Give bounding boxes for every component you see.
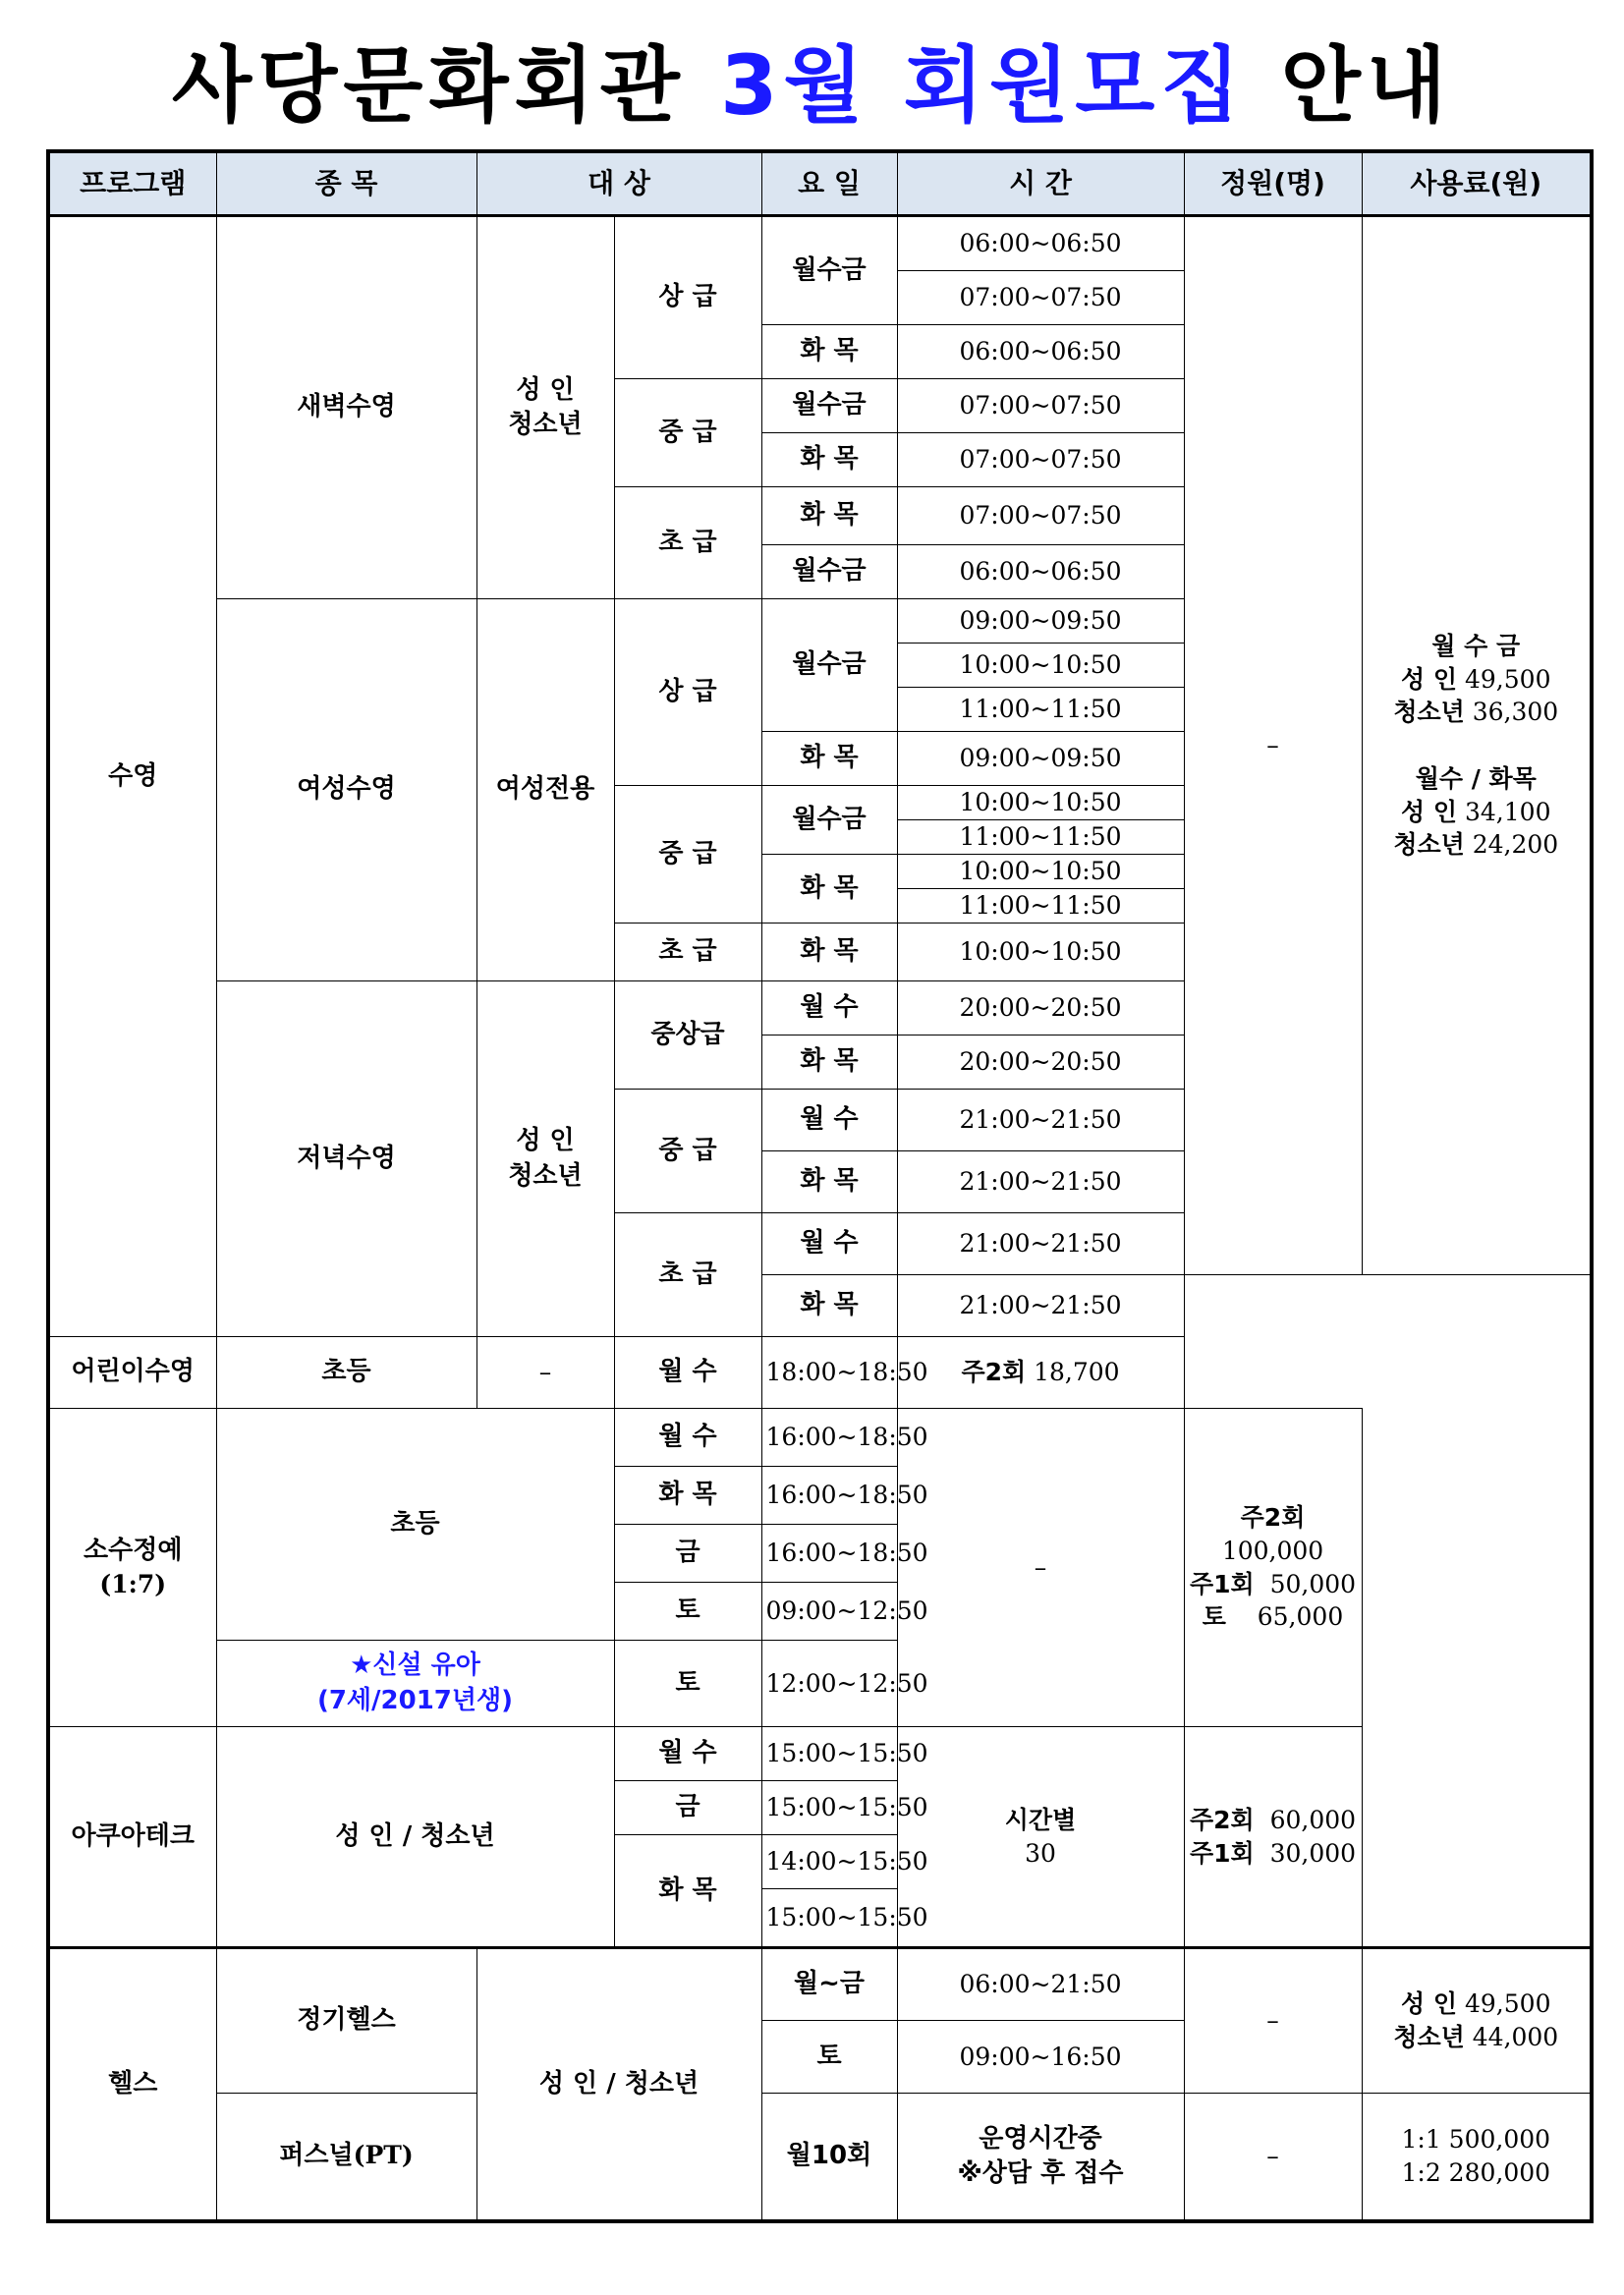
capacity-elite: – (897, 1409, 1184, 1727)
time-cell: 09:00~09:50 (897, 732, 1184, 786)
time-cell: 06:00~06:50 (897, 325, 1184, 379)
day-cell: 월수금 (761, 545, 897, 599)
time-cell: 11:00~11:50 (897, 889, 1184, 924)
time-cell: 10:00~10:50 (897, 855, 1184, 889)
day-cell: 금 (614, 1525, 761, 1583)
time-cell: 09:00~16:50 (897, 2021, 1184, 2094)
header-category: 종 목 (216, 151, 476, 216)
day-cell: 화 목 (761, 1151, 897, 1213)
capacity-aqua: 시간별 30 (897, 1727, 1184, 1948)
header-time: 시 간 (897, 151, 1184, 216)
header-row (48, 151, 1592, 216)
program-health: 헬스 (48, 1948, 216, 2221)
time-cell: 21:00~21:50 (897, 1213, 1184, 1275)
time-cell: 운영시간중 ※상담 후 접수 (897, 2094, 1184, 2221)
day-cell: 월수금 (761, 786, 897, 855)
day-cell: 화 목 (761, 487, 897, 545)
level-mid: 중 급 (614, 1090, 761, 1213)
day-cell: 화 목 (614, 1835, 761, 1948)
time-cell: 10:00~10:50 (897, 786, 1184, 820)
time-cell: 21:00~21:50 (897, 1151, 1184, 1213)
fee-pt: 1:1 500,000 1:2 280,000 (1362, 2094, 1592, 2221)
capacity-pt: – (1184, 2094, 1362, 2221)
time-cell: 10:00~10:50 (897, 644, 1184, 688)
table-row (48, 1727, 1592, 1781)
fee-elite: 주2회 100,000 주1회 50,000 토 65,000 (1184, 1409, 1362, 1727)
fee-swim: 월 수 금 성 인 49,500 청소년 36,300 월수 / 화목 성 인 34,100 청소년 24,200 (1362, 216, 1592, 1275)
time-cell: 15:00~15:50 (761, 1889, 897, 1948)
time-cell: 18:00~18:50 (761, 1337, 897, 1409)
time-cell: 11:00~11:50 (897, 820, 1184, 855)
capacity-swim: – (1184, 216, 1362, 1275)
day-cell: 월 수 (614, 1337, 761, 1409)
header-program: 프로그램 (48, 151, 216, 216)
day-cell: 토 (614, 1583, 761, 1641)
time-cell: 15:00~15:50 (761, 1781, 897, 1835)
level-mid: 중 급 (614, 786, 761, 924)
category-kids-swim: 어린이수영 (48, 1337, 216, 1409)
day-cell: 월 수 (761, 1213, 897, 1275)
target-women: 여성전용 (476, 599, 614, 981)
time-cell: 12:00~12:50 (761, 1641, 897, 1727)
day-cell: 월~금 (761, 1948, 897, 2021)
page-title (0, 20, 1624, 139)
target-kids: 초등 (216, 1337, 476, 1409)
day-cell: 월수금 (761, 379, 897, 433)
time-cell: 07:00~07:50 (897, 487, 1184, 545)
level-upper-mid: 중상급 (614, 981, 761, 1090)
table-row (48, 2094, 1592, 2221)
time-cell: 20:00~20:50 (897, 981, 1184, 1036)
time-cell: 06:00~21:50 (897, 1948, 1184, 2021)
header-target: 대 상 (476, 151, 761, 216)
table-row (48, 1337, 1592, 1409)
time-cell: 14:00~15:50 (761, 1835, 897, 1889)
level-mid: 중 급 (614, 379, 761, 487)
day-cell: 월 수 (614, 1409, 761, 1467)
fee-kids: 주2회 18,700 (897, 1337, 1184, 1409)
category-evening-swim: 저녁수영 (216, 981, 476, 1337)
category-women-swim: 여성수영 (216, 599, 476, 981)
time-cell: 20:00~20:50 (897, 1036, 1184, 1090)
schedule-table (46, 149, 1594, 2223)
day-cell: 화 목 (614, 1467, 761, 1525)
fee-health: 성 인 49,500 청소년 44,000 (1362, 1948, 1592, 2094)
day-cell: 금 (614, 1781, 761, 1835)
day-cell: 월 수 (761, 981, 897, 1036)
category-regular-health: 정기헬스 (216, 1948, 476, 2094)
program-swim: 수영 (48, 216, 216, 1337)
level-kids: – (476, 1337, 614, 1409)
header-capacity: 정원(명) (1184, 151, 1362, 216)
category-elite: 소수정예 (1:7) (48, 1409, 216, 1727)
time-cell: 06:00~06:50 (897, 216, 1184, 271)
time-cell: 07:00~07:50 (897, 379, 1184, 433)
table-row (48, 1948, 1592, 2021)
day-cell: 화 목 (761, 924, 897, 981)
target-health: 성 인 / 청소년 (476, 1948, 761, 2221)
category-aqua: 아쿠아테크 (48, 1727, 216, 1948)
day-cell: 토 (614, 1641, 761, 1727)
day-cell: 화 목 (761, 855, 897, 924)
table-row (48, 216, 1592, 271)
fee-aqua: 주2회 60,000 주1회 30,000 (1184, 1727, 1362, 1948)
time-cell: 11:00~11:50 (897, 688, 1184, 732)
day-cell: 토 (761, 2021, 897, 2094)
title-suffix: 안내 (1280, 37, 1453, 134)
day-cell: 화 목 (761, 732, 897, 786)
time-cell: 07:00~07:50 (897, 433, 1184, 487)
capacity-health: – (1184, 1948, 1362, 2094)
day-cell: 월수금 (761, 216, 897, 325)
day-cell: 화 목 (761, 325, 897, 379)
header-fee: 사용료(원) (1362, 151, 1592, 216)
table-row (48, 1409, 1592, 1467)
time-cell: 09:00~09:50 (897, 599, 1184, 644)
day-cell: 화 목 (761, 433, 897, 487)
time-cell: 21:00~21:50 (897, 1090, 1184, 1151)
day-cell: 화 목 (761, 1275, 897, 1337)
time-cell: 21:00~21:50 (897, 1275, 1184, 1337)
header-day: 요 일 (761, 151, 897, 216)
time-cell: 09:00~12:50 (761, 1583, 897, 1641)
new-toddler-class: ★신설 유아 (7세/2017년생) (216, 1641, 614, 1727)
day-cell: 월 수 (761, 1090, 897, 1151)
target-evening: 성 인 청소년 (476, 981, 614, 1337)
category-dawn-swim: 새벽수영 (216, 216, 476, 599)
day-cell: 월수금 (761, 599, 897, 732)
time-cell: 10:00~10:50 (897, 924, 1184, 981)
level-adv: 상 급 (614, 216, 761, 379)
level-beg: 초 급 (614, 487, 761, 599)
level-beg: 초 급 (614, 924, 761, 981)
day-cell: 월10회 (761, 2094, 897, 2221)
target-aqua: 성 인 / 청소년 (216, 1727, 614, 1948)
target-dawn: 성 인 청소년 (476, 216, 614, 599)
time-cell: 15:00~15:50 (761, 1727, 897, 1781)
day-cell: 월 수 (614, 1727, 761, 1781)
target-elite: 초등 (216, 1409, 614, 1641)
time-cell: 06:00~06:50 (897, 545, 1184, 599)
time-cell: 16:00~18:50 (761, 1525, 897, 1583)
title-highlight: 3월 회원모집 (720, 37, 1247, 134)
title-venue: 사당문화회관 (171, 37, 686, 134)
category-pt: 퍼스널(PT) (216, 2094, 476, 2221)
day-cell: 화 목 (761, 1036, 897, 1090)
time-cell: 16:00~18:50 (761, 1409, 897, 1467)
time-cell: 16:00~18:50 (761, 1467, 897, 1525)
time-cell: 07:00~07:50 (897, 271, 1184, 325)
level-adv: 상 급 (614, 599, 761, 786)
level-beg: 초 급 (614, 1213, 761, 1337)
